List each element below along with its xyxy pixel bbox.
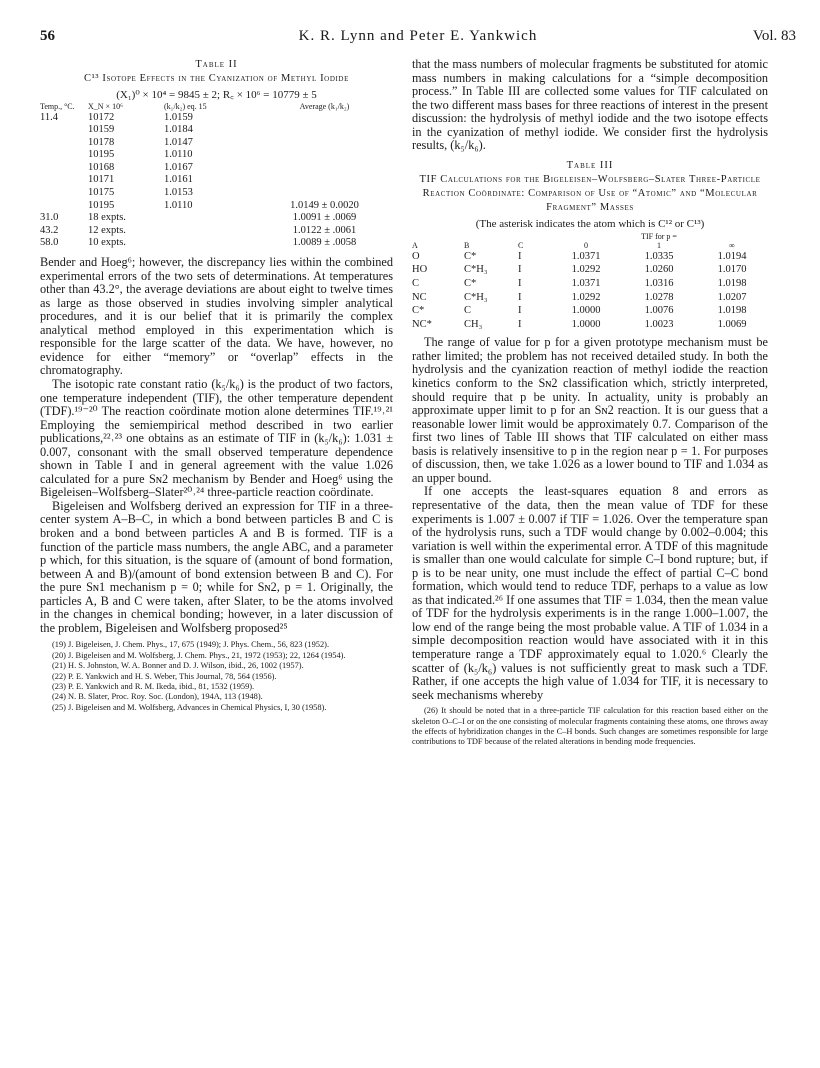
left-body-text	[40, 256, 393, 635]
table-2-row	[40, 225, 393, 238]
table-3-title: TIF Calculations for the Bigeleisen–Wolfsberg–Slater Three-Particle Reaction Coördinate: Comparison of Use of “Atomic” and “Molecular Fragment” Masses	[419, 173, 761, 213]
table-2-cell	[40, 187, 88, 200]
table-3-cell: NC	[412, 291, 427, 303]
table-3-row	[412, 263, 768, 277]
table-2-cell: 18 expts.	[88, 212, 126, 224]
table-3-cell: 1.0292	[571, 291, 601, 303]
table-2-cell	[164, 237, 256, 250]
table-3-cell: I	[518, 264, 522, 276]
right-body-text	[412, 336, 768, 702]
table-3-head-cell: C	[518, 240, 524, 250]
table-3-cell: 1.0371	[571, 278, 601, 290]
table-3-cell: C*H₃	[464, 264, 488, 276]
table-3-head-cell: 1	[657, 240, 661, 250]
table-3-cell: C*	[464, 278, 477, 290]
table-2-cell: 1.0153	[164, 187, 193, 199]
table-3-cell: C*	[412, 305, 425, 317]
table-2-cell	[40, 149, 88, 162]
table-2-row	[40, 149, 393, 162]
table-3-cell: 1.0000	[571, 318, 601, 330]
body-paragraph: Bigeleisen and Wolfsberg derived an expression for TIF in a three-center system A–B–C, in which a bond between particles B and C is broken and a bond between particles A and B is formed. TIF is a function of the particle mass numbers, the angle ABC, and a parameter p which, for this situation, is the square of (amount of bond formation, between A and B)/(amount of bond extension between B and C). For the pure Sɴ1 mechanism p = 0; while for Sɴ2, p = 1. Originally, the particles A, B and C were taken, after Slater, to be the atoms involved in the changes in chemical bonding; however, in a later discussion of the problem, Bigeleisen and Wolfsberg proposed²⁵	[40, 498, 393, 635]
body-paragraph: If one accepts the least-squares equation 8 and errors as representative of the data, then the mean value of TDF for these experiments is 1.007 ± 0.007 if TIF = 1.026. Over the temperature span of the hydrolysis runs, such a TDF would change by 0.002–0.004; this variation is well within the experimental error. A TDF of this magnitude is smaller than one would calculate for simple C–I bond rupture; but, if p is to be near unity, one must include the effect of partial C–C bond formation, which would tend to reduce TDF, perhaps to a value as low as that indicated.²⁶ If one assumes that TIF = 1.034, then the mean value of TDF for the hydrolysis experiments is in the range 1.000–1.007, the low end of the range being the most probable value. A TIF of 1.034 in a simple decomposition reaction would have associated with it in this temperature range a TDF approximately equal to 1.020.⁶ Clearly the scatter of (k₅/k₆) values is not sufficiently great to mask such a TDF. Rather, if one accepts the high value of 1.034 for TIF, it is necessary to seek mechanisms whereby	[412, 484, 768, 702]
table-2-cell	[256, 149, 393, 162]
table-2-row	[40, 237, 393, 250]
table-2	[40, 58, 393, 250]
reference-item: (20) J. Bigeleisen and M. Wolfsberg, J. Chem. Phys., 21, 1972 (1953); 22, 1264 (1954).	[52, 650, 346, 660]
table-2-row	[40, 212, 393, 225]
table-3-cell: 1.0069	[717, 318, 747, 330]
table-3-cell: I	[518, 291, 522, 303]
table-3-note: (The asterisk indicates the atom which is C¹² or C¹³)	[475, 217, 705, 230]
table-3-cell: 1.0278	[644, 291, 674, 303]
table-2-row	[40, 124, 393, 137]
page-number: 56	[40, 28, 55, 44]
table-2-cell: 10 expts.	[88, 237, 126, 249]
table-2-cell	[256, 124, 393, 137]
table-3-cell: C	[464, 305, 472, 317]
table-3-row	[412, 318, 768, 332]
table-2-row	[40, 187, 393, 200]
table-3-header-row-top	[412, 232, 768, 241]
table-2-head-cell: (k₁/k₂) eq. 15	[164, 102, 207, 111]
table-2-cell	[40, 174, 88, 187]
table-2-cell: 12 expts.	[88, 224, 126, 236]
volume-label: Vol. 83	[752, 28, 796, 44]
table-2-cell: 10195	[88, 199, 115, 211]
table-3-cell: 1.0023	[644, 318, 674, 330]
table-3-cell: 1.0076	[644, 305, 674, 317]
table-3-head-cell: A	[412, 240, 418, 250]
table-3-row	[412, 304, 768, 318]
table-2-cell: 10159	[88, 124, 115, 136]
table-3-row	[412, 277, 768, 291]
table-2-cell	[256, 187, 393, 200]
table-3-cell: 1.0316	[644, 278, 674, 290]
reference-item: (22) P. E. Yankwich and H. S. Weber, This Journal, 78, 564 (1956).	[52, 671, 277, 681]
table-3-cell: 1.0198	[717, 278, 747, 290]
table-3-cell: 1.0000	[571, 305, 601, 317]
table-2-cell: 10175	[88, 187, 115, 199]
table-3-cell: I	[518, 318, 522, 330]
table-2-cell: 43.2	[40, 224, 59, 236]
table-2-row	[40, 200, 393, 213]
table-2-head-cell: Temp., °C.	[40, 102, 75, 111]
table-2-cell	[164, 225, 256, 238]
table-2-cell: 10178	[88, 136, 115, 148]
table-3-cell: 1.0335	[644, 250, 674, 262]
reference-item: (23) P. E. Yankwich and R. M. Ikeda, ibid., 81, 1532 (1959).	[52, 681, 255, 691]
table-3-cell: I	[518, 305, 522, 317]
right-intro-paragraph: that the mass numbers of molecular fragments be substituted for atomic mass numbers in making calculations for a “simple decomposition process.” In Table III are collected some values for TIF calculated on the two different mass bases for three reactions of interest in the present discussion: the hydrolysis of methyl iodide and the two isotope effects in the cyanization of methyl iodide. We consider first the hydrolysis results, (k₅/k₆).	[412, 57, 768, 153]
table-2-cell: 11.4	[40, 111, 58, 123]
table-3-cell: 1.0170	[717, 264, 747, 276]
references-list	[40, 640, 393, 713]
table-2-cell	[40, 124, 88, 137]
body-paragraph: The range of value for p for a given prototype mechanism must be rather limited; the problem has not received detailed study. In both the hydrolysis and the cyanization reaction of methyl iodide the reaction kinetics conform to the Sɴ2 classification which, strictly interpreted, should require that p be unity. In actuality, unity is probably an approximate upper limit to p for an Sɴ2 reaction. It is our guess that a reasonable lower limit would be approximately 0.7. Comparison of the first two lines of Table III shows that TIF calculated on either mass basis is relatively insensitive to p in the region near p = 1. For purposes of discussion, then, we take 1.026 as a lower bound to TIF and 1.034 as an upper bound.	[412, 335, 768, 485]
table-2-cell: 10168	[88, 161, 115, 173]
reference-item: (21) H. S. Johnston, W. A. Bonner and D. J. Wilson, ibid., 26, 1002 (1957).	[52, 661, 304, 671]
table-2-head-cell: X_N × 10⁶	[88, 102, 123, 111]
table-3-grid	[412, 232, 768, 332]
table-3-head-cell: ∞	[729, 240, 735, 250]
table-3-head-cell: B	[464, 240, 470, 250]
table-3-tif-header: TIF for p =	[641, 231, 677, 241]
reference-item: (24) N. B. Slater, Proc. Roy. Soc. (London), 194A, 113 (1948).	[52, 692, 263, 702]
left-column	[40, 58, 393, 713]
table-2-cell	[40, 200, 88, 213]
footnote-26: (26) It should be noted that in a three-particle TIF calculation for this reaction based either on the skeleton O–C–I or on the one consisting of molecular fragments containing these atoms, one throws away the effects of hybridization changes in the C–H bonds. Such changes are sometimes responsible for large contributions to TDF because of the related alterations in bending mode frequencies.	[412, 706, 768, 747]
table-2-row	[40, 112, 393, 125]
table-2-cell: 1.0089 ± .0058	[292, 237, 357, 249]
right-column	[412, 58, 768, 748]
table-3-row	[412, 250, 768, 264]
table-2-note: (X₁)⁰ × 10⁴ = 9845 ± 2; R꜀ × 10⁶ = 10779 ± 5	[116, 89, 317, 101]
table-2-row	[40, 137, 393, 150]
reference-item: (19) J. Bigeleisen, J. Chem. Phys., 17, 675 (1949); J. Phys. Chem., 56, 823 (1952).	[52, 640, 330, 650]
table-3-cell: C	[412, 278, 420, 290]
table-3-cell: 1.0260	[644, 264, 674, 276]
reference-item: (25) J. Bigeleisen and M. Wolfsberg, Advances in Chemical Physics, I, 30 (1958).	[52, 702, 327, 712]
table-3-cell: I	[518, 278, 522, 290]
table-3-cell: 1.0194	[717, 250, 747, 262]
table-2-cell: 1.0091 ± .0069	[292, 212, 357, 224]
table-2-cell: 1.0110	[164, 199, 193, 211]
table-2-cell: 10171	[88, 174, 115, 186]
table-3-cell: 1.0207	[717, 291, 747, 303]
table-3-caption: Table III	[566, 159, 614, 171]
table-3-row	[412, 291, 768, 305]
table-2-cell: 1.0110	[164, 149, 193, 161]
table-2-cell	[256, 174, 393, 187]
body-paragraph: The isotopic rate constant ratio (k₅/k₆) is the product of two factors, one temperature independent (TIF), the other temperature dependent (TDF).¹⁹⁻²⁰ The reaction coördinate motion alone determines TIF.¹⁹˒²¹ Employing the semiempirical method described in two earlier publications,²²˒²³ one obtains as an estimate of TIF in (k₅/k₆): 1.031 ± 0.007, consonant with the small observed temperature dependence shown in Table I and in general agreement with the value 1.026 calculated for a pure Sɴ2 mechanism by Bender and Hoeg⁶ using the Bigeleisen–Wolfsberg–Slater²⁰˒²⁴ three-particle reaction coördinate.	[40, 376, 393, 500]
table-2-cell	[256, 137, 393, 150]
table-2-cell	[164, 212, 256, 225]
table-3-cell: 1.0198	[717, 305, 747, 317]
table-3-cell: I	[518, 250, 522, 262]
table-2-cell	[256, 112, 393, 125]
table-2-row	[40, 174, 393, 187]
table-3-cell: HO	[412, 264, 428, 276]
table-3-cell: NC*	[412, 318, 432, 330]
table-3-cell: C*H₃	[464, 291, 488, 303]
table-3-cell: CH₃	[464, 318, 483, 330]
table-2-row	[40, 162, 393, 175]
table-2-title: C¹³ Isotope Effects in the Cyanization of Methyl Iodide	[84, 73, 349, 84]
table-2-cell: 1.0184	[164, 124, 193, 136]
running-header	[40, 28, 796, 48]
running-authors: K. R. Lynn and Peter E. Yankwich	[298, 28, 538, 44]
table-3-cell: O	[412, 250, 420, 262]
table-2-cell: 1.0122 ± .0061	[292, 224, 357, 236]
table-2-cell: 10195	[88, 149, 115, 161]
table-2-cell	[40, 137, 88, 150]
table-3	[412, 159, 768, 332]
table-2-cell: 1.0161	[164, 174, 193, 186]
body-paragraph: Bender and Hoeg⁶; however, the discrepancy lies within the combined experimental errors of the two sets of determinations. At temperatures other than 43.2°, the average deviations are about eight to twelve times as large as those observed in studies involving simpler analytical procedures, and it is our belief that it is primarily the complex analytical method employed in this experimentation which is responsible for the large scatter of the data. We have, however, no evidence for either “memory” or “overlap” effects in the chromatography.	[40, 255, 393, 378]
table-2-cell: 1.0159	[164, 111, 193, 123]
table-3-cell: C*	[464, 250, 477, 262]
table-3-header-row	[412, 241, 768, 250]
table-2-cell: 31.0	[40, 212, 59, 224]
table-2-grid	[40, 103, 393, 250]
table-2-cell: 1.0149 ± 0.0020	[290, 199, 359, 211]
table-2-head-cell: Average (k₁/k₂)	[299, 102, 350, 111]
table-2-cell	[256, 162, 393, 175]
table-3-cell: 1.0292	[571, 264, 601, 276]
table-2-cell: 10172	[88, 111, 115, 123]
table-3-cell: 1.0371	[571, 250, 601, 262]
table-2-cell: 58.0	[40, 237, 59, 249]
table-3-head-cell: 0	[584, 240, 588, 250]
table-2-caption: Table II	[195, 59, 238, 70]
table-2-cell: 1.0147	[164, 136, 193, 148]
table-2-header-row	[40, 103, 393, 112]
table-2-cell	[40, 162, 88, 175]
table-2-cell: 1.0167	[164, 161, 193, 173]
